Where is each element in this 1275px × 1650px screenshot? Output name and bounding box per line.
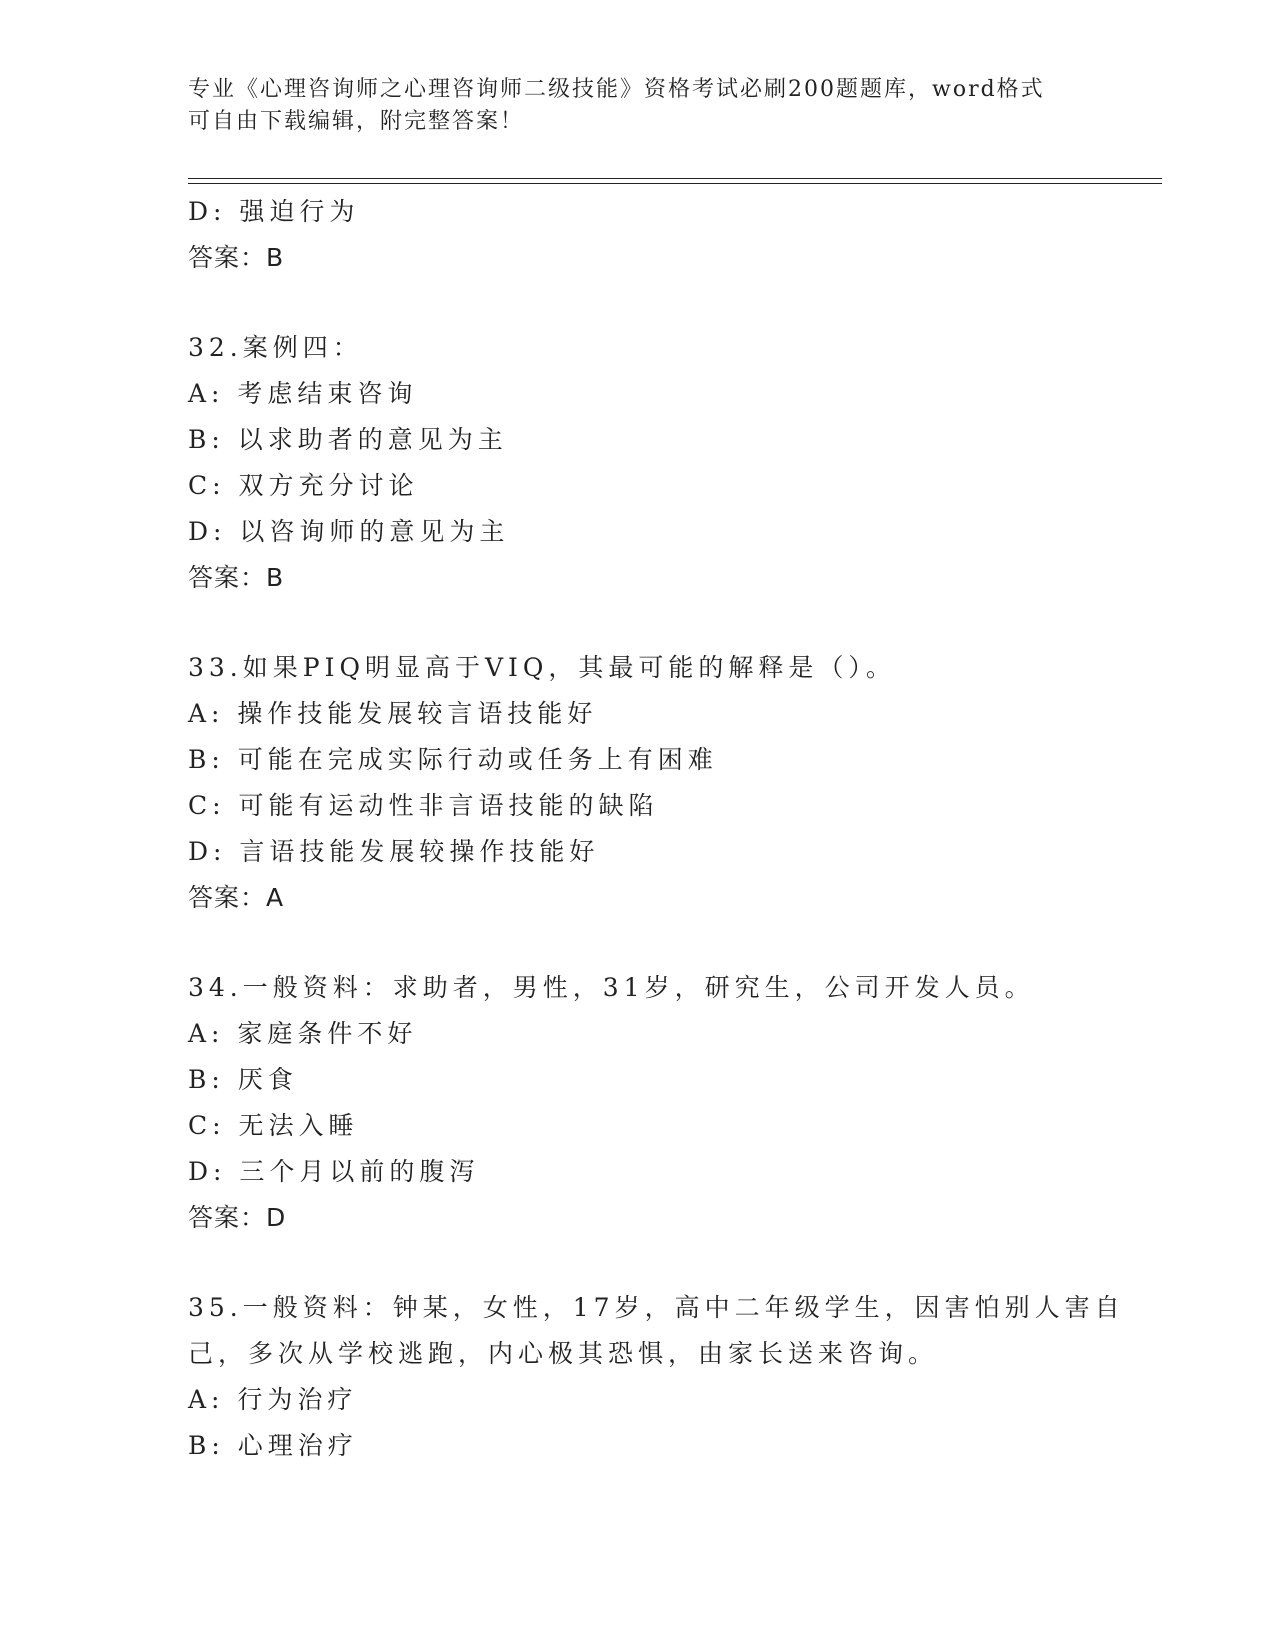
option-d: D: 强迫行为 (188, 197, 360, 226)
option-b: B: 心理治疗 (188, 1431, 358, 1460)
header-line-2: 可自由下载编辑，附完整答案！ (188, 109, 525, 134)
option-a: A: 行为治疗 (188, 1385, 358, 1414)
option-b: B: 可能在完成实际行动或任务上有困难 (188, 745, 718, 774)
question-stem: 34.一般资料：求助者，男性，31岁，研究生，公司开发人员。 (188, 973, 1035, 1002)
document-header (188, 74, 1088, 138)
option-c: C: 可能有运动性非言语技能的缺陷 (188, 791, 659, 820)
answer: 答案：B (188, 243, 285, 272)
question-stem: 32.案例四： (188, 333, 363, 362)
option-a: A: 操作技能发展较言语技能好 (188, 699, 598, 728)
question-stem-line-2: 己，多次从学校逃跑，内心极其恐惧，由家长送来咨询。 (188, 1339, 939, 1368)
option-b: B: 厌食 (188, 1065, 298, 1094)
header-line-1: 专业《心理咨询师之心理咨询师二级技能》资格考试必刷200题题库，word格式 (188, 77, 1045, 102)
option-c: C: 无法入睡 (188, 1111, 359, 1140)
question-stem-line-1: 35.一般资料：钟某，女性，17岁，高中二年级学生，因害怕别人害自 (188, 1293, 1125, 1322)
answer: 答案：B (188, 563, 285, 592)
previous-question-tail (188, 189, 1088, 281)
question-32 (188, 325, 1088, 601)
answer: 答案：A (188, 883, 285, 912)
option-b: B: 以求助者的意见为主 (188, 425, 508, 454)
question-35 (188, 1285, 1125, 1469)
option-d: D: 言语技能发展较操作技能好 (188, 837, 600, 866)
question-stem: 33.如果PIQ明显高于VIQ，其最可能的解释是（）。 (188, 653, 896, 682)
option-d: D: 以咨询师的意见为主 (188, 517, 510, 546)
question-34 (188, 965, 1088, 1241)
header-divider-bottom (188, 183, 1162, 184)
question-33 (188, 645, 1088, 921)
option-d: D: 三个月以前的腹泻 (188, 1157, 480, 1186)
option-a: A: 考虑结束咨询 (188, 379, 418, 408)
question-list (188, 189, 1125, 1469)
option-a: A: 家庭条件不好 (188, 1019, 418, 1048)
answer: 答案：D (188, 1203, 287, 1232)
option-c: C: 双方充分讨论 (188, 471, 419, 500)
header-divider-top (188, 178, 1162, 179)
